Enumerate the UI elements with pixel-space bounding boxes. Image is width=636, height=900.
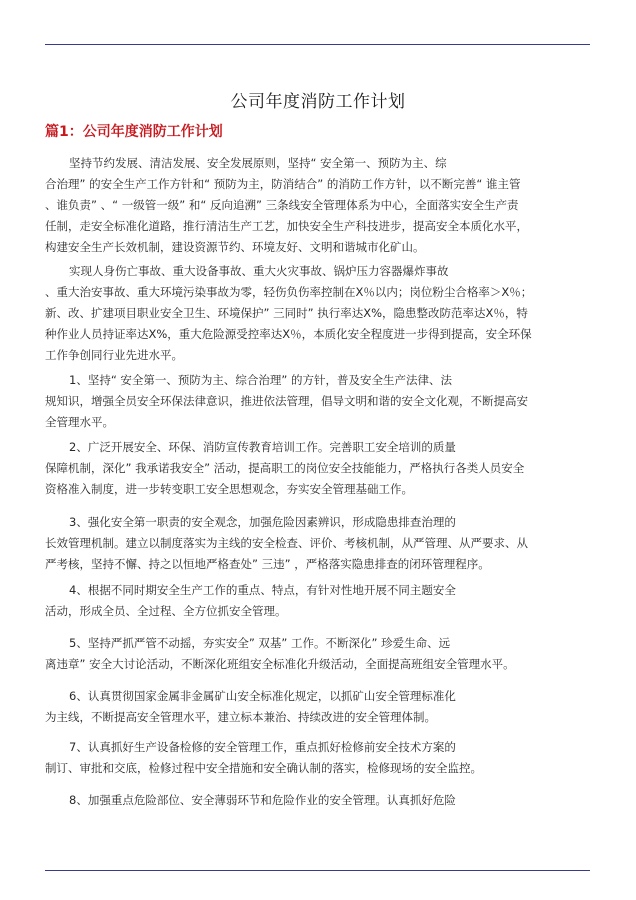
- paragraph-line: 工作争创同行业先进水平。: [45, 348, 183, 362]
- paragraph: [45, 261, 590, 366]
- paragraph-line: 2、广泛开展安全、环保、消防宣传教育培训工作。完善职工安全培训的质量: [69, 440, 456, 454]
- header-rule: [45, 44, 590, 45]
- paragraph-line: 坚持节约发展、清洁发展、安全发展原则，坚持“ 安全第一、预防为主、综: [69, 156, 447, 170]
- paragraph: [45, 790, 590, 811]
- paragraph-line: 种作业人员持证率达X%，重大危险源受控率达X％，本质化安全程度进一步得到提高，安全环保: [45, 327, 532, 341]
- paragraph-line: 长效管理机制。建立以制度落实为主线的安全检查、评价、考核机制，从严管理、从严要求、从: [45, 536, 528, 550]
- paragraph: [45, 580, 590, 622]
- document-title: 公司年度消防工作计划: [230, 92, 406, 112]
- paragraph-line: 、重大治安事故、重大环境污染事故为零，轻伤负伤率控制在X％以内；岗位粉尘合格率＞X％；: [45, 285, 533, 299]
- section-title: 篇1：公司年度消防工作计划: [45, 124, 223, 140]
- paragraph: [45, 686, 590, 728]
- paragraph-line: 保障机制，深化” 我承诺我安全” 活动，提高职工的岗位安全技能能力，严格执行各类人员安全: [45, 461, 525, 475]
- paragraph: [45, 153, 590, 258]
- paragraph-line: 4、根据不同时期安全生产工作的重点、特点，有针对性地开展不同主题安全: [69, 583, 456, 597]
- paragraph: [45, 437, 590, 500]
- footer-rule: [45, 870, 590, 871]
- paragraph-line: 资格准入制度，进一步转变职工安全思想观念，夯实安全管理基础工作。: [45, 482, 413, 496]
- paragraph-line: 为主线，不断提高安全管理水平，建立标本兼治、持续改进的安全管理体制。: [45, 710, 436, 724]
- paragraph: [45, 737, 590, 779]
- paragraph-line: 新、改、扩建项目职业安全卫生、环境保护” 三同时” 执行率达X%，隐患整改防范率达X％，特: [45, 306, 528, 320]
- paragraph-line: 任制，走安全标准化道路，推行清洁生产工艺，加快安全生产科技进步，提高安全本质化水平，: [45, 219, 528, 233]
- paragraph-line: 6、认真贯彻国家金属非金属矿山安全标准化规定，以抓矿山安全管理标准化: [69, 689, 456, 703]
- paragraph-line: 合治理” 的安全生产工作方针和“ 预防为主，防消结合” 的消防工作方针，以不断完善“ 谁主管: [45, 177, 521, 191]
- paragraph-line: 8、加强重点危险部位、安全薄弱环节和危险作业的安全管理。认真抓好危险: [69, 793, 456, 807]
- paragraph-line: 、谁负责” 、“ 一级管一级” 和“ 反向追溯” 三条线安全管理体系为中心，全面落实安全生产责: [45, 198, 519, 212]
- paragraph-line: 7、认真抓好生产设备检修的安全管理工作，重点抓好检修前安全技术方案的: [69, 740, 456, 754]
- paragraph: [45, 512, 590, 575]
- paragraph: [45, 633, 590, 675]
- paragraph-line: 3、强化安全第一职责的安全观念，加强危险因素辨识，形成隐患排查治理的: [69, 515, 456, 529]
- paragraph-line: 活动，形成全员、全过程、全方位抓安全管理。: [45, 604, 287, 618]
- paragraph-line: 1、坚持“ 安全第一、预防为主、综合治理” 的方针，普及安全生产法律、法: [69, 373, 453, 387]
- paragraph-line: 5、坚持严抓严管不动摇，夯实安全” 双基” 工作。不断深化” 珍爱生命、远: [69, 636, 451, 650]
- paragraph-line: 严考核，坚持不懈、持之以恒地严格查处” 三违” ，严格落实隐患排查的闭环管理程序。: [45, 557, 490, 571]
- paragraph-line: 构建安全生产长效机制，建设资源节约、环境友好、文明和谐城市化矿山。: [45, 240, 425, 254]
- paragraph-line: 制订、审批和交底，检修过程中安全措施和安全确认制的落实，检修现场的安全监控。: [45, 761, 482, 775]
- paragraph: [45, 370, 590, 433]
- paragraph-line: 规知识，增强全员安全环保法律意识，推进依法管理，倡导文明和谐的安全文化观，不断提高安: [45, 394, 528, 408]
- paragraph-line: 全管理水平。: [45, 415, 114, 429]
- paragraph-line: 实现人身伤亡事故、重大设备事故、重大火灾事故、锅炉压力容器爆炸事故: [69, 264, 449, 278]
- paragraph-line: 离违章” 安全大讨论活动，不断深化班组安全标准化升级活动，全面提高班组安全管理水平。: [45, 657, 515, 671]
